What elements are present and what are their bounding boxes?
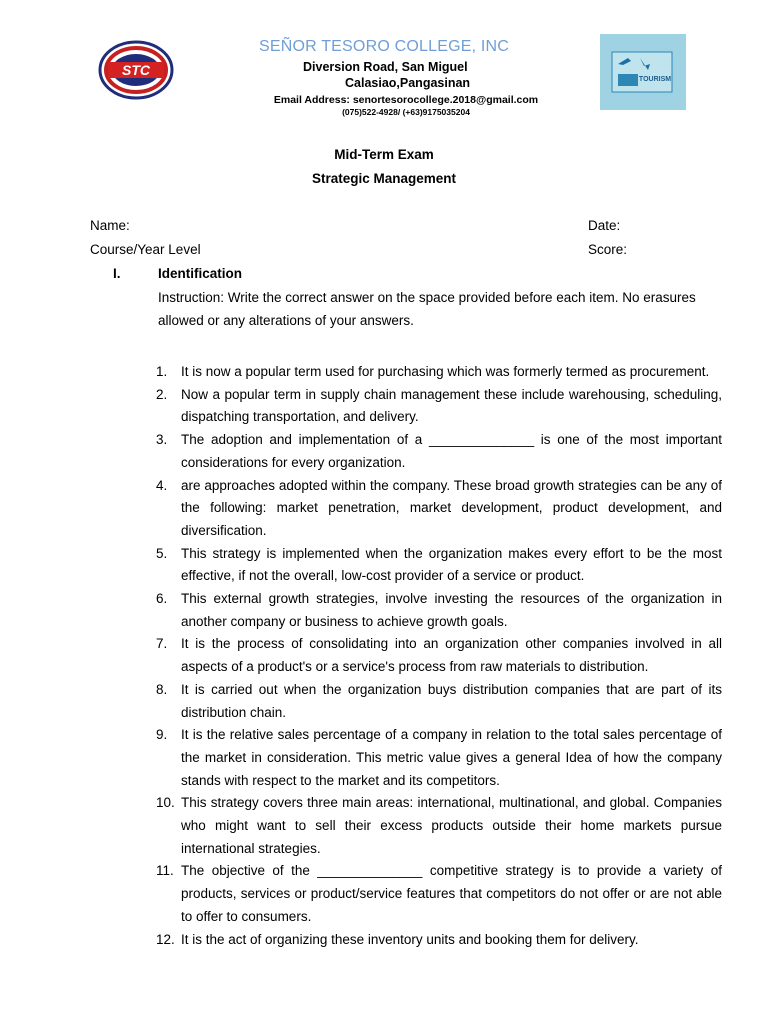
question-text: This external growth strategies, involve investing the resources of the organization in another company or business to achieve growth goals. <box>181 591 722 629</box>
question-item <box>156 724 722 792</box>
emblem-lettering: TOURISM <box>638 76 672 83</box>
question-item <box>156 929 722 952</box>
date-label: Date: <box>588 218 621 233</box>
question-number: 5. <box>156 545 168 561</box>
question-text: It is the relative sales percentage of a company in relation to the total sales percentage of the market in consideration. This metric value gives a general Idea of how the company stands with respect to the market and its competitors. <box>181 727 722 788</box>
question-item <box>156 361 722 384</box>
question-text: are approaches adopted within the company. These broad growth strategies can be any of the following: market penetration, market development, product development, and diversification. <box>181 477 722 538</box>
question-text: This strategy is implemented when the organization makes every effort to be the most effective, if not the overall, low-cost provider of a service or product. <box>181 545 722 584</box>
exam-subject: Strategic Management <box>311 171 457 186</box>
section-number: I. <box>113 266 121 281</box>
question-item <box>156 633 722 678</box>
question-item <box>156 588 722 633</box>
question-number: 10. <box>156 795 175 811</box>
department-logo <box>600 34 686 110</box>
score-label: Score: <box>588 242 628 257</box>
question-text: It is carried out when the organization buys distribution companies that are part of its distribution chain. <box>181 681 722 720</box>
question-text: This strategy covers three main areas: international, multinational, and global. Companies who might want to sell their excess products outside their home markets pursue international strategies. <box>181 795 722 856</box>
section-instruction: Instruction: Write the correct answer on the space provided before each item. No erasures allowed or any alterations of your answers. <box>158 290 696 328</box>
question-item <box>156 792 722 860</box>
question-number: 4. <box>156 477 168 493</box>
section-title: Identification <box>158 266 242 281</box>
college-name: SEÑOR TESORO COLLEGE, INC <box>258 38 510 55</box>
logo-lettering: STC <box>122 62 150 78</box>
question-number: 2. <box>156 386 168 402</box>
question-text: It is now a popular term used for purchasing which was formerly termed as procurement. <box>181 364 710 379</box>
question-number: 1. <box>156 364 168 379</box>
phone-numbers: (075)522-4928/ (+63)9175035204 <box>342 107 470 117</box>
question-number: 9. <box>156 727 168 743</box>
question-number: 3. <box>156 432 168 448</box>
question-number: 11. <box>156 863 174 879</box>
tourism-emblem <box>600 34 686 110</box>
question-item <box>156 429 722 474</box>
question-number: 6. <box>156 591 168 607</box>
email-address: Email Address: senortesorocollege.2018@gmail.com <box>273 94 539 106</box>
question-list <box>156 361 722 951</box>
question-item <box>156 679 722 724</box>
exam-title: Mid-Term Exam <box>334 147 434 162</box>
course-year-label: Course/Year Level <box>90 242 201 257</box>
question-number: 12. <box>156 931 175 947</box>
question-text: The adoption and implementation of a ______________ is one of the most important considerations for every organization. <box>181 432 722 470</box>
address-line-2: Calasiao,Pangasinan <box>345 76 471 90</box>
question-item <box>156 384 722 429</box>
question-number: 8. <box>156 681 168 697</box>
question-item <box>156 860 722 928</box>
question-number: 7. <box>156 636 168 652</box>
address-line-1: Diversion Road, San Miguel <box>303 60 468 74</box>
question-text: It is the act of organizing these inventory units and booking them for delivery. <box>181 931 639 947</box>
question-text: The objective of the ______________ competitive strategy is to provide a variety of products, services or product/service features that competitors do not offer or are not able to offer to consumers. <box>181 863 722 924</box>
name-label: Name: <box>90 218 130 233</box>
question-text: Now a popular term in supply chain management these include warehousing, scheduling, dispatching transportation, and delivery. <box>181 386 722 425</box>
question-item <box>156 543 722 588</box>
question-item <box>156 475 722 543</box>
question-text: It is the process of consolidating into an organization other companies involved in all aspects of a product's or a service's process from raw materials to distribution. <box>181 636 722 675</box>
